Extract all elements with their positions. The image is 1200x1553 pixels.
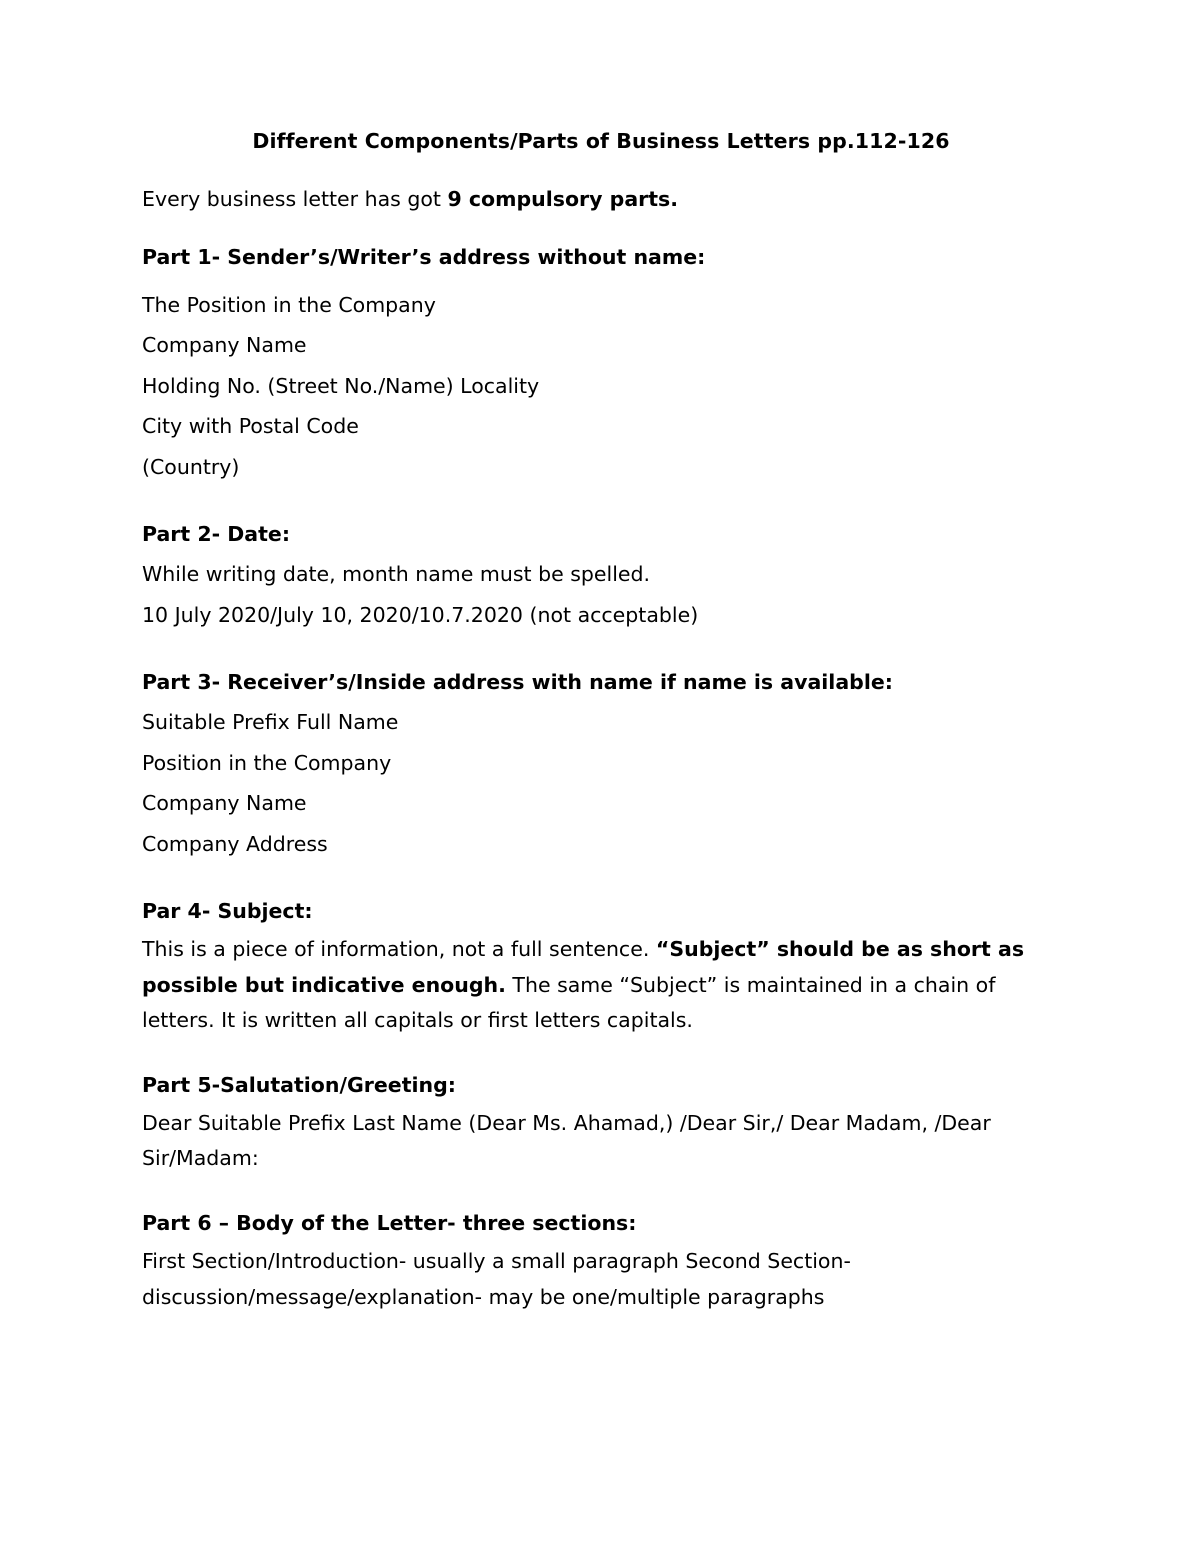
part4-body (142, 932, 1060, 1039)
part1-line-3: Holding No. (Street No./Name) Locality (142, 373, 540, 398)
part1-line-2: Company Name (142, 333, 307, 358)
part3-line-2: Position in the Company (142, 750, 392, 775)
part2-line-1: While writing date, month name must be spelled. (142, 562, 651, 587)
part6-heading: Part 6 – Body of the Letter- three sections: (142, 1211, 637, 1236)
part3-line-4: Company Address (142, 831, 328, 856)
part1-heading: Part 1- Sender’s/Writer’s address without name: (142, 245, 706, 270)
part2-line-2: 10 July 2020/July 10, 2020/10.7.2020 (not acceptable) (142, 602, 699, 627)
page-title: Different Components/Parts of Business Letters pp.112-126 (252, 129, 950, 153)
part5-heading: Part 5-Salutation/Greeting: (142, 1073, 457, 1098)
part4-text-emphasis: “Subject” should be as short as possible but indicative enough. (142, 937, 1025, 997)
part6-body: First Section/Introduction- usually a small paragraph Second Section- discussion/message/explanation- may be one/multiple paragraphs (142, 1248, 851, 1309)
intro-paragraph (142, 183, 1060, 215)
part5-body: Dear Suitable Prefix Last Name (Dear Ms. Ahamad,) /Dear Sir,/ Dear Madam, /Dear Sir/Madam: (142, 1110, 991, 1171)
part3-line-3: Company Name (142, 791, 307, 816)
part1-line-4: City with Postal Code (142, 414, 359, 439)
part4-text-tail: The same “Subject” is maintained in a chain of letters. It is written all capitals or first letters capitals. (142, 972, 996, 1033)
intro-text: Every business letter has got (142, 186, 448, 211)
part1-line-1: The Position in the Company (142, 292, 436, 317)
part4-text-lead: This is a piece of information, not a full sentence. (142, 937, 656, 962)
spacer-part2-part3 (142, 636, 1060, 666)
part2-heading: Part 2- Date: (142, 522, 291, 547)
spacer-part1-part2 (142, 488, 1060, 518)
part1-line-5: (Country) (142, 454, 240, 479)
part4-heading: Par 4- Subject: (142, 899, 313, 924)
intro-emphasis: 9 compulsory parts. (447, 186, 679, 211)
part3-heading: Part 3- Receiver’s/Inside address with name if name is available: (142, 670, 893, 695)
spacer-part3-part4 (142, 865, 1060, 895)
part3-line-1: Suitable Prefix Full Name (142, 710, 399, 735)
